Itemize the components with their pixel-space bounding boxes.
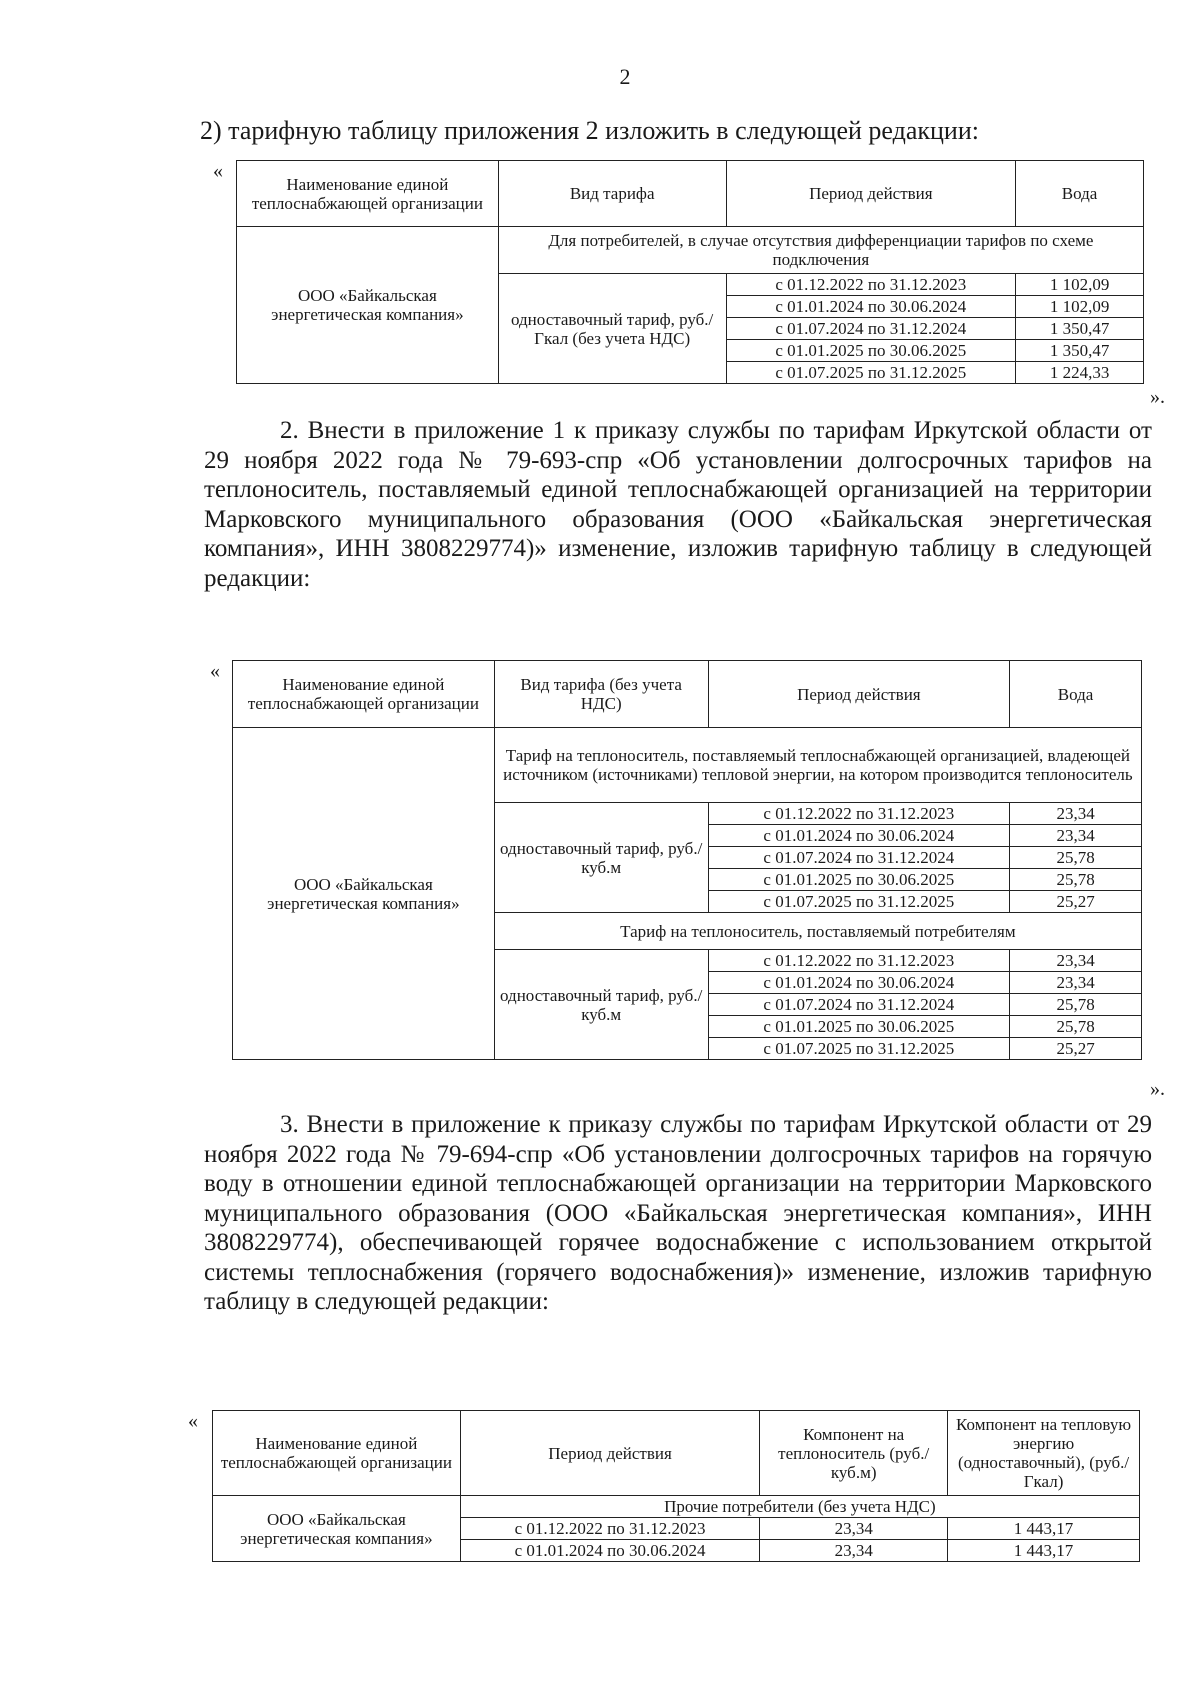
t3-period: с 01.01.2024 по 30.06.2024 [460,1540,760,1562]
t3-energy: 1 443,17 [948,1518,1140,1540]
t2-subheader-2: Тариф на теплоноситель, поставляемый потребителям [494,913,1141,950]
t2-period: с 01.01.2024 по 30.06.2024 [708,972,1010,994]
t2-subheader-1: Тариф на теплоноситель, поставляемый теплоснабжающей организацией, владеющей источником (источниками) тепловой энергии, на котором производится теплоноситель [494,728,1141,803]
t2-period: с 01.07.2025 по 31.12.2025 [708,891,1010,913]
t3-carrier: 23,34 [760,1540,948,1562]
t2-value: 25,27 [1010,1038,1142,1060]
tariff-table-2 [232,660,1142,1060]
t2-period: с 01.07.2024 по 31.12.2024 [708,847,1010,869]
t1-value: 1 350,47 [1016,340,1144,362]
t2-value: 23,34 [1010,825,1142,847]
t2-value: 25,27 [1010,891,1142,913]
t3-carrier: 23,34 [760,1518,948,1540]
t3-header-energy: Компонент на тепловую энергию (одноставочный), (руб./Гкал) [948,1411,1140,1496]
t1-header-org: Наименование единой теплоснабжающей организации [237,161,499,227]
t2-header-water: Вода [1010,661,1142,728]
t2-value: 23,34 [1010,950,1142,972]
t2-tariff-type-2: одноставочный тариф, руб./куб.м [494,950,708,1060]
t2-period: с 01.01.2025 по 30.06.2025 [708,869,1010,891]
quote-close-1: ». [1150,386,1165,408]
t2-period: с 01.01.2024 по 30.06.2024 [708,825,1010,847]
t1-header-period: Период действия [726,161,1016,227]
t1-period: с 01.07.2024 по 31.12.2024 [726,318,1016,340]
t3-energy: 1 443,17 [948,1540,1140,1562]
quote-open-2: « [210,660,220,682]
intro-line: 2) тарифную таблицу приложения 2 изложить в следующей редакции: [200,116,979,145]
quote-open-3: « [188,1410,198,1432]
t1-period: с 01.01.2024 по 30.06.2024 [726,296,1016,318]
t1-org-cell: ООО «Байкальская энергетическая компания» [237,227,499,384]
t1-period: с 01.12.2022 по 31.12.2023 [726,274,1016,296]
t2-period: с 01.07.2024 по 31.12.2024 [708,994,1010,1016]
t2-header-type: Вид тарифа (без учета НДС) [494,661,708,728]
t1-period: с 01.07.2025 по 31.12.2025 [726,362,1016,384]
t3-header-carrier: Компонент на теплоноситель (руб./куб.м) [760,1411,948,1496]
t2-header-period: Период действия [708,661,1010,728]
quote-close-2: ». [1150,1078,1165,1100]
t2-value: 25,78 [1010,847,1142,869]
t1-value: 1 350,47 [1016,318,1144,340]
t2-value: 23,34 [1010,803,1142,825]
t3-header-period: Период действия [460,1411,760,1496]
t1-tariff-type: одноставочный тариф, руб./Гкал (без учета НДС) [498,274,726,384]
t1-header-type: Вид тарифа [498,161,726,227]
t2-tariff-type-1: одноставочный тариф, руб./куб.м [494,803,708,913]
t3-header-org: Наименование единой теплоснабжающей организации [213,1411,461,1496]
t1-header-water: Вода [1016,161,1144,227]
t2-period: с 01.07.2025 по 31.12.2025 [708,1038,1010,1060]
t1-period: с 01.01.2025 по 30.06.2025 [726,340,1016,362]
t2-value: 25,78 [1010,1016,1142,1038]
t2-value: 25,78 [1010,994,1142,1016]
t2-period: с 01.12.2022 по 31.12.2023 [708,803,1010,825]
t3-org-cell: ООО «Байкальская энергетическая компания» [213,1496,461,1562]
t1-subheader: Для потребителей, в случае отсутствия дифференциации тарифов по схеме подключения [498,227,1143,274]
t3-subheader: Прочие потребители (без учета НДС) [460,1496,1139,1518]
paragraph-3: 3. Внести в приложение к приказу службы по тарифам Иркутской области от 29 ноября 2022 года № 79-694-спр «Об установлении долгосрочных тарифов на горячую воду в отношении единой теплоснабжающей организации на территории Марковского муниципального образования (ООО «Байкальская энергетическая компания», ИНН 3808229774), обеспечивающей горячее водоснабжение с использованием открытой системы теплоснабжения (горячего водоснабжения)» изменение, изложив тарифную таблицу в следующей редакции: [204,1111,1152,1315]
t1-value: 1 102,09 [1016,274,1144,296]
t2-value: 23,34 [1010,972,1142,994]
t1-value: 1 102,09 [1016,296,1144,318]
tariff-table-1 [236,160,1144,384]
t3-period: с 01.12.2022 по 31.12.2023 [460,1518,760,1540]
paragraph-2: 2. Внести в приложение 1 к приказу службы по тарифам Иркутской области от 29 ноября 2022 года № 79-693-спр «Об установлении долгосрочных тарифов на теплоноситель, поставляемый единой теплоснабжающей организацией на территории Марковского муниципального образования (ООО «Байкальская энергетическая компания», ИНН 3808229774)» изменение, изложив тарифную таблицу в следующей редакции: [204,417,1152,592]
t2-header-org: Наименование единой теплоснабжающей организации [233,661,495,728]
t2-period: с 01.12.2022 по 31.12.2023 [708,950,1010,972]
t1-value: 1 224,33 [1016,362,1144,384]
t2-org-cell: ООО «Байкальская энергетическая компания» [233,728,495,1060]
tariff-table-3 [212,1410,1140,1562]
t2-period: с 01.01.2025 по 30.06.2025 [708,1016,1010,1038]
t2-value: 25,78 [1010,869,1142,891]
quote-open-1: « [213,160,223,182]
page-number: 2 [619,64,631,89]
